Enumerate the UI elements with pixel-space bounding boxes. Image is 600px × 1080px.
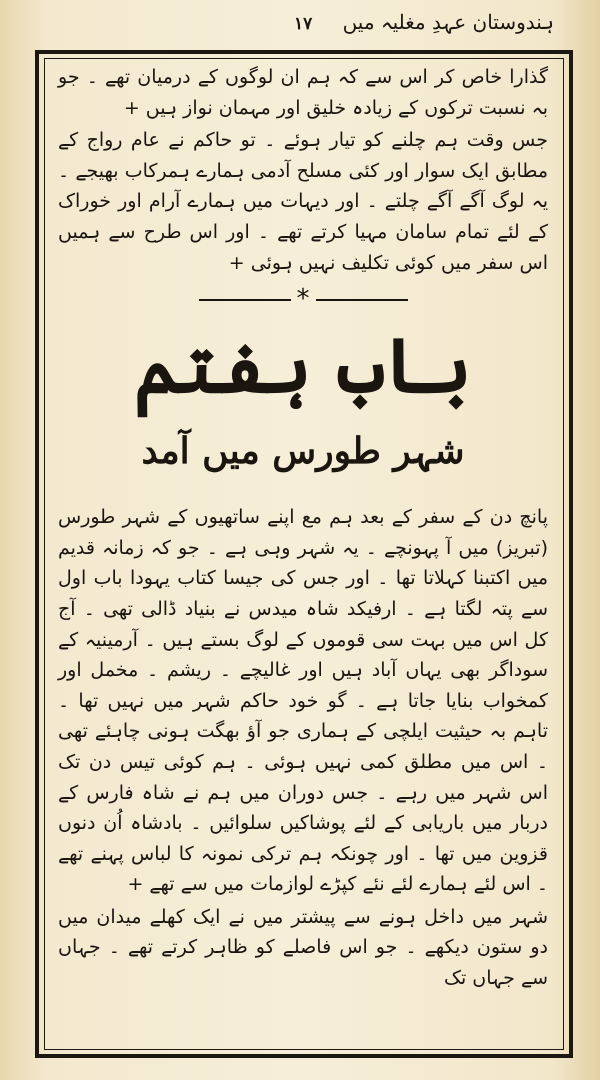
page-text-block: [58, 62, 548, 994]
running-title: ہندوستان عہدِ مغلیہ میں: [342, 10, 554, 34]
intro-paragraph-2: جس وقت ہم چلنے کو تیار ہوئے ۔ تو حاکم نے عام رواج کے مطابق ایک سوار اور کئی مسلح آدمی ہمارے ہمرکاب بھیجے ۔ یہ لوگ آگے آگے چلتے ۔ اور دیہات میں ہمارے آرام اور خوراک کے لئے تمام سامان مہیا کرتے تھے ۔ اور اس طرح سے ہمیں اس سفر میں کوئی تکلیف نہیں ہوئی +: [58, 129, 548, 274]
chapter-title: باب ہفتم: [133, 321, 473, 411]
divider-star-icon: *: [296, 284, 310, 315]
divider-rule-left: [199, 299, 291, 301]
intro-paragraph-1: گذارا خاص کر اس سے کہ ہم ان لوگوں کے درمیان تھے ۔ جو بہ نسبت ترکوں کے زیادہ خلیق اور مہمان نواز ہیں +: [58, 66, 548, 119]
chapter-divider: [58, 284, 548, 315]
page-number: ١٧: [294, 14, 313, 34]
page-header: [20, 6, 580, 46]
body-paragraph-2: شہر میں داخل ہونے سے پیشتر میں نے ایک کھلے میدان میں دو ستون دیکھے ۔ جو اس فاصلے کو ظاہر کرتے تھے ۔ جہاں سے جہاں تک: [58, 905, 548, 990]
body-paragraph-1: پانچ دن کے سفر کے بعد ہم مع اپنے ساتھیوں کے شہر طورس (تبریز) میں آ پہونچے ۔ یہ شہر وہی ہے ۔ جو کہ زمانہ قدیم میں اکتبنا کہلاتا تھا ۔ اور جس کی جیسا کتاب یہودا باب اول سے پتہ لگتا ہے ۔ ارفیکد شاہ میدس نے بنیاد ڈالی تھی ۔ آج کل اس میں بہت سی قوموں کے لوگ بستے ہیں ۔ آرمینیہ کے سوداگر بھی یہاں آباد ہیں اور غالیچے ۔ ریشم ۔ مخمل اور کمخواب بنایا جاتا ہے ۔ گو خود حاکم شہر میں نہیں تھا ۔ تاہم بہ حیثیت ایلچی کے ہماری جو آؤ بھگت ہونی چاہئے تھی ۔ اس میں مطلق کمی نہیں ہوئی ۔ ہم کوئی تیس دن تک اس شہر میں رہے ۔ جس دوران میں ہم نے شاہ فارس کے دربار میں باریابی کے لئے پوشاکیں سلوائیں ۔ بادشاہ اُن دنوں قزوین میں تھا ۔ اور چونکہ ہم ترکی نمونہ کا لباس پہنے تھے ۔ اس لئے ہمارے لئے نئے کپڑے لوازمات میں سے تھے +: [58, 506, 548, 896]
chapter-subtitle: شہر طورس میں آمد: [141, 430, 465, 473]
divider-rule-right: [316, 299, 408, 301]
